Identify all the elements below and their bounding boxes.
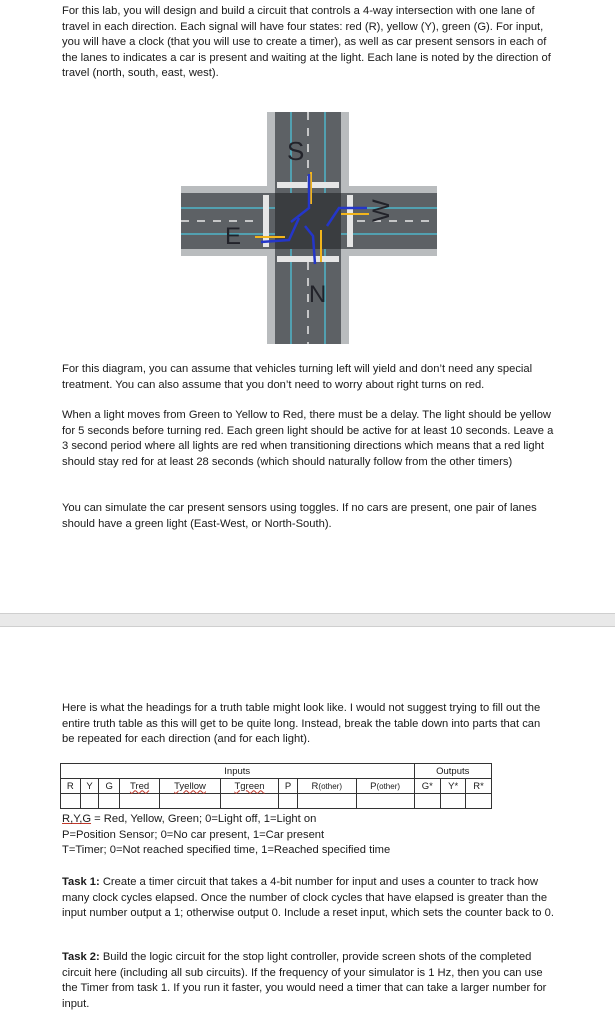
- col-tred: Tred: [120, 779, 160, 794]
- truth-table-headings: [60, 763, 492, 809]
- col-r-other: R(other): [297, 779, 356, 794]
- label-n: N: [309, 281, 327, 308]
- legend-ryg: R,Y,G: [62, 813, 92, 825]
- col-g: G: [99, 779, 120, 794]
- col-r-out: R*: [466, 779, 492, 794]
- col-p: P: [279, 779, 298, 794]
- intersection-diagram: [181, 112, 437, 344]
- legend-timer: T=Timer; 0=Not reached specified time, 1=Reached specified time: [62, 844, 391, 857]
- col-tgreen: Tgreen: [220, 779, 278, 794]
- page-break: [0, 613, 615, 627]
- label-e: E: [225, 223, 242, 250]
- intro-paragraph: For this lab, you will design and build a circuit that controls a 4-way intersection with one lane of travel in each direction. Each signal will have four states: red (R), yellow (Y), green (G). For input, you will have a clock (that you will use to create a timer), as well as car present sensors in each of the lanes to indicates a car is present and waiting at the light. Each lane is noted by the direction of travel (north, south, east, west).: [62, 5, 551, 80]
- col-y-out: Y*: [441, 779, 466, 794]
- diagram-note-paragraph: For this diagram, you can assume that vehicles turning left will yield and don’t need any special treatment. You can also assume that you don’t need to worry about right turns on red.: [62, 363, 533, 391]
- col-y: Y: [80, 779, 99, 794]
- col-r: R: [61, 779, 81, 794]
- truth-table-intro: Here is what the headings for a truth table might look like. I would not suggest trying to fill out the entire truth table as this will get to be quite long. Instead, break the table down into parts that can be repeated for each direction (and for each light).: [62, 702, 541, 746]
- label-s: S: [287, 136, 305, 166]
- legend-position: P=Position Sensor; 0=No car present, 1=Car present: [62, 828, 325, 841]
- document-page-2: [0, 627, 615, 1016]
- delay-paragraph: When a light moves from Green to Yellow to Red, there must be a delay. The light should be yellow for 5 seconds before turning red. Each green light should be active for at least 10 seconds. Leave a 3 second period where all lights are red when transitioning directions which means that a red light should stay red for at least 28 seconds (which should naturally follow from the other timers): [62, 409, 554, 468]
- task-1: Task 1: Create a timer circuit that takes a 4-bit number for input and uses a counter to track how many clock cycles elapsed. Once the number of clock cycles that have elapsed is greater than the input number output a 1; otherwise output 0. Include a reset input, which sets the counter back to 0.: [62, 876, 554, 920]
- col-g-out: G*: [414, 779, 441, 794]
- col-tyellow: Tyellow: [160, 779, 221, 794]
- legend: R,Y,G = Red, Yellow, Green; 0=Light off, 1=Light on P=Position Sensor; 0=No car present, 1=Car present T=Timer; 0=Not reached specified time, 1=Reached specified time: [62, 813, 391, 857]
- outputs-header: Outputs: [414, 764, 492, 779]
- simulate-paragraph: You can simulate the car present sensors using toggles. If no cars are present, one pair of lanes should have a green light (East-West, or North-South).: [62, 502, 537, 530]
- task-2: Task 2: Build the logic circuit for the stop light controller, provide screen shots of the completed circuit here (including all sub circuits). If the frequency of your simulator is 1 Hz, then you can use the Timer from task 1. If you run it faster, you would need a timer that can take a larger number for input.: [62, 951, 547, 1010]
- label-w: W: [368, 199, 395, 222]
- inputs-header: Inputs: [61, 764, 415, 779]
- col-p-other: P(other): [356, 779, 414, 794]
